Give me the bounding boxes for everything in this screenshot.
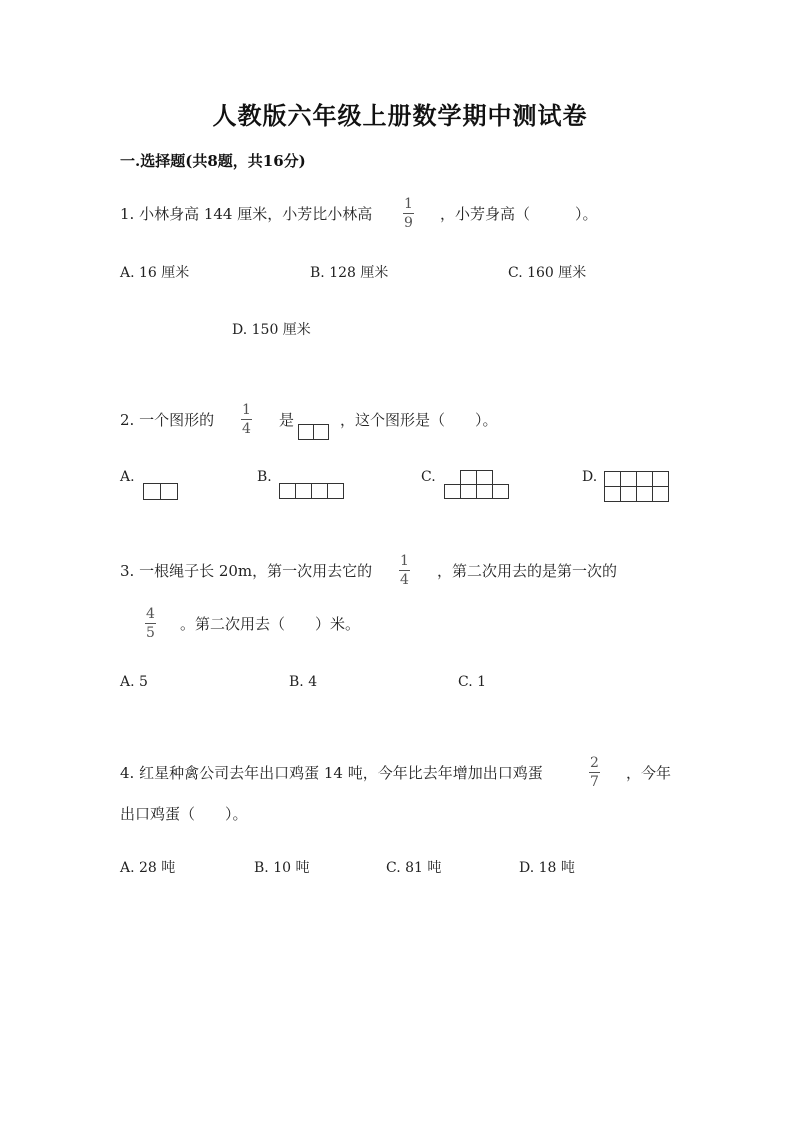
q1-fraction-numerator: 1 bbox=[404, 196, 413, 212]
q2-option-c-figure-top bbox=[460, 470, 493, 485]
q2-fraction-denominator: 4 bbox=[242, 421, 251, 437]
q4-fraction-denominator: 7 bbox=[590, 774, 599, 790]
q1-fraction bbox=[403, 196, 414, 231]
q4-fraction bbox=[589, 755, 600, 790]
q3-fraction-1 bbox=[399, 553, 410, 588]
q3-text-b: ，第二次用去的是第一次的 bbox=[437, 562, 618, 580]
q2-option-d[interactable]: D. bbox=[582, 469, 598, 485]
q3-option-c[interactable]: C. 1 bbox=[458, 674, 487, 690]
q4-option-a[interactable]: A. 28 吨 bbox=[120, 860, 176, 876]
q2-given-figure bbox=[298, 424, 329, 440]
q4-option-b[interactable]: B. 10 吨 bbox=[254, 860, 310, 876]
q2-option-c-figure-bottom bbox=[444, 484, 509, 499]
fraction-bar bbox=[145, 623, 156, 624]
q2-option-d-figure bbox=[604, 471, 669, 502]
q4-option-c[interactable]: C. 81 吨 bbox=[386, 860, 442, 876]
q1-text-b: ，小芳身高（ ）。 bbox=[440, 205, 598, 223]
q2-option-a-figure bbox=[143, 483, 178, 500]
q1-fraction-denominator: 9 bbox=[404, 215, 413, 231]
q3-option-b[interactable]: B. 4 bbox=[289, 674, 318, 690]
q3-text-a: 3. 一根绳子长 20m，第一次用去它的 bbox=[120, 562, 373, 580]
q3-option-a[interactable]: A. 5 bbox=[120, 674, 148, 690]
section-heading: 一.选择题(共8题，共16分) bbox=[120, 152, 306, 170]
q2-option-b-figure bbox=[279, 483, 344, 499]
q1-option-a[interactable]: A. 16 厘米 bbox=[120, 265, 190, 281]
q1-option-b[interactable]: B. 128 厘米 bbox=[310, 265, 389, 281]
q4-option-d[interactable]: D. 18 吨 bbox=[519, 860, 575, 876]
q4-text-c: 出口鸡蛋（ ）。 bbox=[120, 805, 248, 823]
q3-fraction-1-numerator: 1 bbox=[400, 553, 409, 569]
q2-option-b[interactable]: B. bbox=[257, 469, 272, 485]
q2-option-c[interactable]: C. bbox=[421, 469, 436, 485]
fraction-bar bbox=[241, 419, 252, 420]
q2-fraction-numerator: 1 bbox=[242, 402, 251, 418]
q1-option-d[interactable]: D. 150 厘米 bbox=[232, 322, 311, 338]
q3-text-c: 。第二次用去（ ）米。 bbox=[180, 615, 361, 633]
q2-text-a: 2. 一个图形的 bbox=[120, 411, 215, 429]
q2-fraction bbox=[241, 402, 252, 437]
q1-text-a: 1. 小林身高 144 厘米，小芳比小林高 bbox=[120, 205, 373, 223]
q4-fraction-numerator: 2 bbox=[590, 755, 599, 771]
q4-text-a: 4. 红星种禽公司去年出口鸡蛋 14 吨，今年比去年增加出口鸡蛋 bbox=[120, 764, 543, 782]
fraction-bar bbox=[399, 570, 410, 571]
page-title: 人教版六年级上册数学期中测试卷 bbox=[212, 101, 588, 130]
q3-fraction-2-denominator: 5 bbox=[146, 625, 155, 641]
q2-text-b: 是 bbox=[279, 411, 295, 429]
q3-fraction-2-numerator: 4 bbox=[146, 606, 155, 622]
q1-option-c[interactable]: C. 160 厘米 bbox=[508, 265, 587, 281]
q3-fraction-2 bbox=[145, 606, 156, 641]
fraction-bar bbox=[589, 772, 600, 773]
q2-text-c: ，这个图形是（ ）。 bbox=[340, 411, 498, 429]
fraction-bar bbox=[403, 213, 414, 214]
q2-option-a[interactable]: A. bbox=[120, 469, 135, 485]
q3-fraction-1-denominator: 4 bbox=[400, 572, 409, 588]
q4-text-b: ，今年 bbox=[626, 764, 672, 782]
